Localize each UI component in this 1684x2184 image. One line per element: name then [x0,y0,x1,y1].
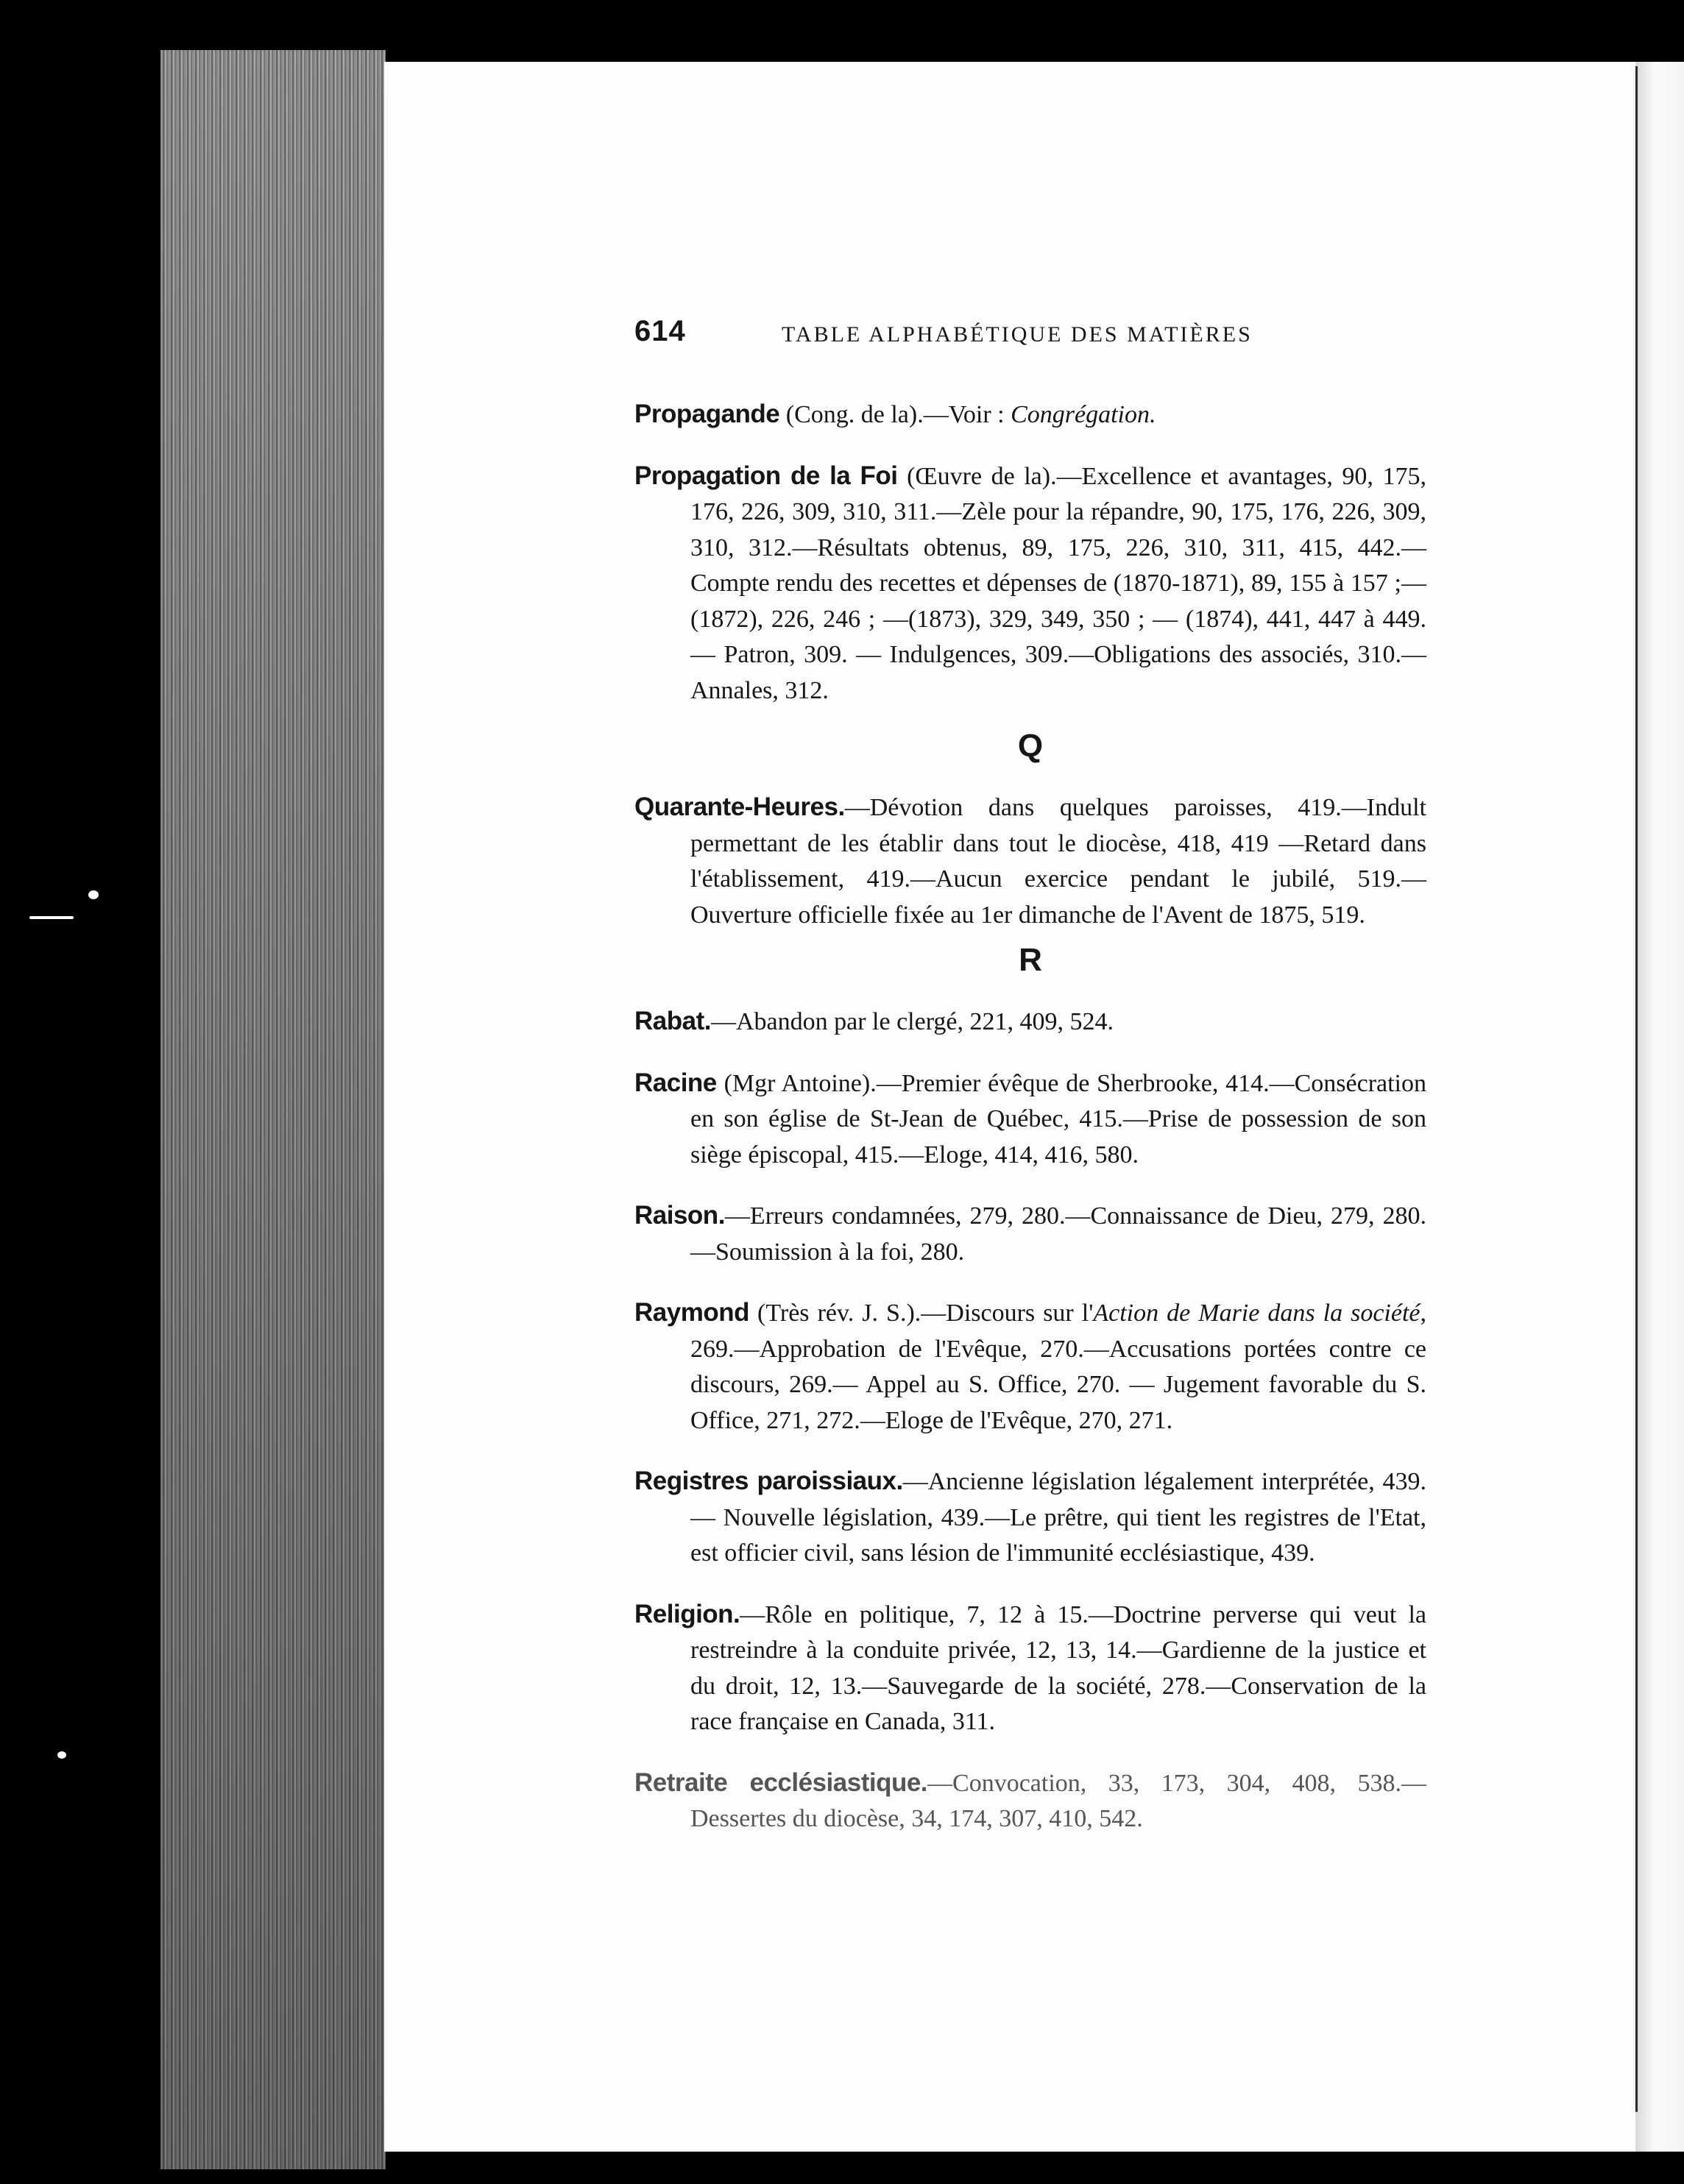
dust-speck [29,916,74,919]
index-content [634,372,1426,1846]
entry-text: —Erreurs condamnées, 279, 280.—Connaissance de Dieu, 279, 280.—Soumission à la foi, 280. [690,1202,1426,1266]
facing-page-edge [1635,62,1684,2152]
entry-text: —Abandon par le clergé, 221, 409, 524. [710,1008,1114,1035]
index-entry [634,1765,1426,1837]
index-entry [634,1597,1426,1740]
entry-group-p [634,397,1426,709]
page-fold-line [1635,66,1638,2112]
running-title: TABLE ALPHABÉTIQUE DES MATIÈRES [782,322,1253,347]
entry-heading: Raison. [634,1201,725,1230]
index-entry [634,1295,1426,1439]
book-page-edges [160,50,386,2169]
section-letter-q: Q [1017,728,1044,764]
entry-heading: Retraite ecclésiastique. [634,1768,928,1797]
entry-heading: Propagande [634,400,780,428]
entry-heading: Rabat. [634,1007,711,1035]
entry-text: —Dévotion dans quelques paroisses, 419.—Indult permettant de les établir dans tout le diocèse, 418, 419 —Retard dans l'établissement, 419.—Aucun exercice pendant le jubilé, 519.—Ouverture officielle fixée au 1er dimanche de l'Avent de 1875, 519. [690,794,1426,929]
entry-group-q [634,790,1426,933]
entry-italic-text: Congrégation. [1011,401,1156,428]
index-entry [634,458,1426,709]
entry-heading: Religion. [634,1599,740,1628]
entry-heading: Quarante-Heures. [634,793,845,821]
dust-speck [57,1751,66,1759]
dust-speck [88,890,99,899]
index-entry [634,1066,1426,1174]
section-letter-r: R [1019,942,1042,978]
page-header [634,315,1429,359]
entry-heading: Propagation de la Foi [634,461,898,490]
entry-text: (Œuvre de la).—Excellence et avantages, 90, 175, 176, 226, 309, 310, 311.—Zèle pour la répandre, 90, 175, 176, 226, 309, 310, 312.—Résultats obtenus, 89, 175, 226, 310, 311, 415, 442.—Compte rendu des recettes et dépenses de (1870-1871), 89, 155 à 157 ;—(1872), 226, 246 ; —(1873), 329, 349, 350 ; — (1874), 441, 447 à 449.— Patron, 309. — Indulgences, 309.—Obligations des associés, 310.—Annales, 312. [690,462,1426,704]
entry-text: (Cong. de la).—Voir : [779,401,1011,428]
entry-heading: Registres paroissiaux. [634,1467,903,1495]
entry-text: (Très rév. J. S.).—Discours sur l' [749,1300,1094,1327]
entry-text-tail: , 269.—Approbation de l'Evêque, 270.—Accusations portées contre ce discours, 269.— Appel au S. Office, 270. — Jugement favorable du S. Office, 271, 272.—Eloge de l'Evêque, 270, 271. [690,1300,1426,1434]
entry-text: —Convocation, 33, 173, 304, 408, 538.—Dessertes du diocèse, 34, 174, 307, 410, 542. [690,1769,1426,1832]
page-number: 614 [634,315,686,347]
entry-group-r [634,1004,1426,1837]
entry-text: —Rôle en politique, 7, 12 à 15.—Doctrine perverse qui veut la restreindre à la conduite privée, 12, 13, 14.—Gardienne de la justice et du droit, 12, 13.—Sauvegarde de la société, 278.—Conservation de la race française en Canada, 311. [690,1600,1426,1735]
index-entry [634,1464,1426,1572]
index-entry [634,1004,1426,1040]
index-entry [634,397,1426,433]
entry-text: —Ancienne législation légalement interprétée, 439.— Nouvelle législation, 439.—Le prêtre, qui tient les registres de l'Etat, est officier civil, sans lésion de l'immunité ecclésiastique, 439. [690,1468,1426,1567]
entry-heading: Raymond [634,1298,749,1327]
index-entry [634,790,1426,933]
entry-heading: Racine [634,1068,717,1097]
index-entry [634,1198,1426,1270]
entry-text: (Mgr Antoine).—Premier évêque de Sherbrooke, 414.—Consécration en son église de St-Jean de Québec, 415.—Prise de possession de son siège épiscopal, 415.—Eloge, 414, 416, 580. [690,1069,1426,1169]
entry-italic-text: Action de Marie dans la société [1093,1300,1421,1327]
